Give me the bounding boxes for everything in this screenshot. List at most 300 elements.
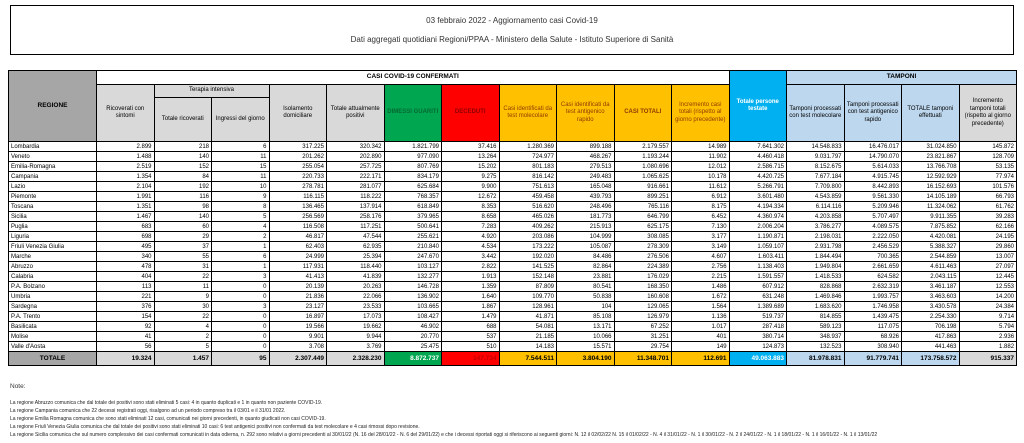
report-date-title: 03 febbraio 2022 - Aggiornamento casi Covid-19 bbox=[426, 16, 598, 25]
value-cell: 23.127 bbox=[269, 302, 327, 312]
value-cell: 109.770 bbox=[499, 292, 557, 302]
value-cell: 340 bbox=[97, 252, 155, 262]
value-cell: 6.114.116 bbox=[787, 202, 845, 212]
region-name-cell: Calabria bbox=[9, 272, 97, 282]
value-cell: 1.059.107 bbox=[729, 242, 787, 252]
value-cell: 3.769 bbox=[327, 342, 385, 352]
value-cell: 276.506 bbox=[614, 252, 672, 262]
value-cell: 1.672 bbox=[672, 292, 730, 302]
value-cell: 5 bbox=[154, 342, 212, 352]
value-cell: 278.309 bbox=[614, 242, 672, 252]
value-cell: 801.183 bbox=[499, 162, 557, 172]
column-header-deceduti: DECEDUTI bbox=[442, 85, 500, 142]
value-cell: 31.024.850 bbox=[902, 142, 960, 152]
value-cell: 152.148 bbox=[499, 272, 557, 282]
value-cell: 2.198.031 bbox=[787, 232, 845, 242]
value-cell: 173.222 bbox=[499, 242, 557, 252]
value-cell: 23.881 bbox=[557, 272, 615, 282]
value-cell: 210.840 bbox=[384, 242, 442, 252]
value-cell: 87.809 bbox=[499, 282, 557, 292]
region-name-cell: Campania bbox=[9, 172, 97, 182]
total-value-cell: 173.758.572 bbox=[902, 352, 960, 366]
value-cell: 29.754 bbox=[614, 342, 672, 352]
value-cell: 4.915.745 bbox=[844, 172, 902, 182]
value-cell: 16.476.017 bbox=[844, 142, 902, 152]
total-value-cell: 147.734 bbox=[442, 352, 500, 366]
group-header-casi-confermati: CASI COVID-19 CONFERMATI bbox=[97, 71, 730, 85]
value-cell: 37.416 bbox=[442, 142, 500, 152]
value-cell: 625.684 bbox=[384, 182, 442, 192]
value-cell: 7.709.800 bbox=[787, 182, 845, 192]
value-cell: 1.991 bbox=[97, 192, 155, 202]
column-header-dimessi-guariti: DIMESSI GUARITI bbox=[384, 85, 442, 142]
value-cell: 16.897 bbox=[269, 312, 327, 322]
value-cell: 646.799 bbox=[614, 212, 672, 222]
value-cell: 308.085 bbox=[614, 232, 672, 242]
value-cell: 0 bbox=[212, 312, 270, 322]
value-cell: 105.087 bbox=[557, 242, 615, 252]
table-row bbox=[9, 332, 1017, 342]
value-cell: 62.166 bbox=[959, 222, 1017, 232]
total-value-cell: 7.544.511 bbox=[499, 352, 557, 366]
value-cell: 248.496 bbox=[557, 202, 615, 212]
value-cell: 1.190.871 bbox=[729, 232, 787, 242]
value-cell: 176.029 bbox=[614, 272, 672, 282]
region-name-cell: P.A. Bolzano bbox=[9, 282, 97, 292]
note-line: La regione Emilia Romagna comunica che sono stati eliminati 12 casi, comunicati nei giorni precedenti, in quanto giudicati non casi COVID-19. bbox=[10, 416, 326, 423]
value-cell: 117.251 bbox=[327, 222, 385, 232]
group-header-terapia-intensiva: Terapia intensiva bbox=[154, 85, 269, 98]
value-cell: 2.215 bbox=[672, 272, 730, 282]
column-header-tamponi-molecolare: Tamponi processati con test molecolare bbox=[787, 85, 845, 142]
value-cell: 201.262 bbox=[269, 152, 327, 162]
value-cell: 401 bbox=[672, 332, 730, 342]
value-cell: 751.613 bbox=[499, 182, 557, 192]
value-cell: 278.781 bbox=[269, 182, 327, 192]
value-cell: 31 bbox=[154, 262, 212, 272]
value-cell: 37 bbox=[154, 242, 212, 252]
value-cell: 1.746.958 bbox=[844, 302, 902, 312]
column-header-casi-molecolare: Casi identificati da test molecolare bbox=[499, 85, 557, 142]
value-cell: 9.901 bbox=[269, 332, 327, 342]
value-cell: 2.936 bbox=[959, 332, 1017, 342]
table-row bbox=[9, 202, 1017, 212]
table-row bbox=[9, 172, 1017, 182]
value-cell: 141.525 bbox=[499, 262, 557, 272]
value-cell: 4 bbox=[212, 222, 270, 232]
value-cell: 828.868 bbox=[787, 282, 845, 292]
value-cell: 29.860 bbox=[959, 242, 1017, 252]
value-cell: 80.541 bbox=[557, 282, 615, 292]
value-cell: 132.523 bbox=[787, 342, 845, 352]
value-cell: 1.479 bbox=[442, 312, 500, 322]
value-cell: 439.793 bbox=[557, 192, 615, 202]
table-row bbox=[9, 192, 1017, 202]
region-name-cell: Molise bbox=[9, 332, 97, 342]
value-cell: 11.902 bbox=[672, 152, 730, 162]
value-cell: 4.089.575 bbox=[844, 222, 902, 232]
value-cell: 67.252 bbox=[614, 322, 672, 332]
value-cell: 27.097 bbox=[959, 262, 1017, 272]
value-cell: 23.821.867 bbox=[902, 152, 960, 162]
value-cell: 113 bbox=[97, 282, 155, 292]
value-cell: 60 bbox=[154, 222, 212, 232]
value-cell: 2.544.859 bbox=[902, 252, 960, 262]
value-cell: 11 bbox=[212, 152, 270, 162]
value-cell: 168.350 bbox=[614, 282, 672, 292]
total-value-cell: 8.872.737 bbox=[384, 352, 442, 366]
notes-label: Note: bbox=[10, 383, 26, 390]
value-cell: 14.989 bbox=[672, 142, 730, 152]
value-cell: 50.838 bbox=[557, 292, 615, 302]
value-cell: 459.458 bbox=[499, 192, 557, 202]
value-cell: 2.222.050 bbox=[844, 232, 902, 242]
total-value-cell: 915.337 bbox=[959, 352, 1017, 366]
value-cell: 12.592.929 bbox=[902, 172, 960, 182]
value-cell: 8.658 bbox=[442, 212, 500, 222]
region-name-cell: Emilia-Romagna bbox=[9, 162, 97, 172]
value-cell: 146.728 bbox=[384, 282, 442, 292]
value-cell: 1.065.625 bbox=[614, 172, 672, 182]
value-cell: 14.790.070 bbox=[844, 152, 902, 162]
value-cell: 3.442 bbox=[442, 252, 500, 262]
value-cell: 132.277 bbox=[384, 272, 442, 282]
table-row bbox=[9, 222, 1017, 232]
value-cell: 2.822 bbox=[442, 262, 500, 272]
value-cell: 192 bbox=[154, 182, 212, 192]
region-name-cell: Veneto bbox=[9, 152, 97, 162]
value-cell: 618.849 bbox=[384, 202, 442, 212]
column-header-ti-totale: Totale ricoverati bbox=[154, 98, 212, 142]
value-cell: 46.902 bbox=[384, 322, 442, 332]
value-cell: 62.403 bbox=[269, 242, 327, 252]
value-cell: 6.452 bbox=[672, 212, 730, 222]
value-cell: 25.394 bbox=[327, 252, 385, 262]
value-cell: 441.463 bbox=[902, 342, 960, 352]
value-cell: 1.136 bbox=[672, 312, 730, 322]
value-cell: 3.461.187 bbox=[902, 282, 960, 292]
value-cell: 9.275 bbox=[442, 172, 500, 182]
report-subtitle: Dati aggregati quotidiani Regioni/PPAA - Ministero della Salute - Istituto Superiore di Sanità bbox=[350, 35, 674, 44]
value-cell: 41.871 bbox=[499, 312, 557, 322]
column-header-ti-ingressi: Ingressi del giorno bbox=[212, 98, 270, 142]
total-value-cell: 95 bbox=[212, 352, 270, 366]
value-cell: 218 bbox=[154, 142, 212, 152]
total-value-cell: 2.328.230 bbox=[327, 352, 385, 366]
value-cell: 409.262 bbox=[499, 222, 557, 232]
value-cell: 8.442.893 bbox=[844, 182, 902, 192]
value-cell: 1.389.689 bbox=[729, 302, 787, 312]
value-cell: 1.882 bbox=[959, 342, 1017, 352]
value-cell: 3.463.603 bbox=[902, 292, 960, 302]
value-cell: 2.661.659 bbox=[844, 262, 902, 272]
value-cell: 2.179.557 bbox=[614, 142, 672, 152]
value-cell: 41.413 bbox=[269, 272, 327, 282]
value-cell: 222.171 bbox=[327, 172, 385, 182]
value-cell: 1.280.369 bbox=[499, 142, 557, 152]
value-cell: 104 bbox=[557, 302, 615, 312]
value-cell: 6.912 bbox=[672, 192, 730, 202]
value-cell: 46.817 bbox=[269, 232, 327, 242]
value-cell: 129.065 bbox=[614, 302, 672, 312]
value-cell: 3.708 bbox=[269, 342, 327, 352]
table-body bbox=[9, 142, 1017, 352]
value-cell: 9.031.797 bbox=[787, 152, 845, 162]
note-line: La regione Abruzzo comunica che dal totale dei positivi sono stati eliminati 5 casi: 4 in quanto duplicati e 1 in quanto non paziente COVID-19. bbox=[10, 400, 323, 407]
value-cell: 281.077 bbox=[327, 182, 385, 192]
value-cell: 14.200 bbox=[959, 292, 1017, 302]
table-footer bbox=[9, 352, 1017, 366]
value-cell: 8.175 bbox=[672, 202, 730, 212]
column-header-persone-testate: Totale persone testate bbox=[729, 71, 787, 142]
value-cell: 1.193.244 bbox=[614, 152, 672, 162]
value-cell: 22 bbox=[154, 272, 212, 282]
value-cell: 379.965 bbox=[384, 212, 442, 222]
value-cell: 899.251 bbox=[614, 192, 672, 202]
value-cell: 82.864 bbox=[557, 262, 615, 272]
value-cell: 21.185 bbox=[499, 332, 557, 342]
value-cell: 688 bbox=[442, 322, 500, 332]
column-header-tamponi-totale: TOTALE tamponi effettuati bbox=[902, 85, 960, 142]
total-value-cell: 1.457 bbox=[154, 352, 212, 366]
value-cell: 61.762 bbox=[959, 202, 1017, 212]
value-cell: 11 bbox=[212, 172, 270, 182]
value-cell: 4.420.725 bbox=[729, 172, 787, 182]
region-name-cell: Liguria bbox=[9, 232, 97, 242]
value-cell: 220.733 bbox=[269, 172, 327, 182]
total-value-cell: 2.307.449 bbox=[269, 352, 327, 366]
value-cell: 20.263 bbox=[327, 282, 385, 292]
notes-section bbox=[10, 382, 1018, 439]
value-cell: 899.188 bbox=[557, 142, 615, 152]
value-cell: 9 bbox=[212, 192, 270, 202]
value-cell: 137.914 bbox=[327, 202, 385, 212]
value-cell: 1.591.557 bbox=[729, 272, 787, 282]
value-cell: 257.725 bbox=[327, 162, 385, 172]
value-cell: 516.620 bbox=[499, 202, 557, 212]
table-row bbox=[9, 302, 1017, 312]
value-cell: 2 bbox=[154, 332, 212, 342]
value-cell: 256.569 bbox=[269, 212, 327, 222]
value-cell: 706.198 bbox=[902, 322, 960, 332]
value-cell: 128.709 bbox=[959, 152, 1017, 162]
total-value-cell: 91.779.741 bbox=[844, 352, 902, 366]
value-cell: 29 bbox=[154, 232, 212, 242]
value-cell: 279.513 bbox=[557, 162, 615, 172]
value-cell: 11.612 bbox=[672, 182, 730, 192]
value-cell: 3 bbox=[212, 302, 270, 312]
value-cell: 9.944 bbox=[327, 332, 385, 342]
value-cell: 417.863 bbox=[902, 332, 960, 342]
value-cell: 12.553 bbox=[959, 282, 1017, 292]
value-cell: 625.175 bbox=[614, 222, 672, 232]
value-cell: 154 bbox=[97, 312, 155, 322]
value-cell: 11 bbox=[154, 282, 212, 292]
value-cell: 4.607 bbox=[672, 252, 730, 262]
value-cell: 2.104 bbox=[97, 182, 155, 192]
value-cell: 12.672 bbox=[442, 192, 500, 202]
value-cell: 5.614.033 bbox=[844, 162, 902, 172]
value-cell: 1.080.696 bbox=[614, 162, 672, 172]
value-cell: 4.203.858 bbox=[787, 212, 845, 222]
total-value-cell: 112.691 bbox=[672, 352, 730, 366]
value-cell: 768.357 bbox=[384, 192, 442, 202]
value-cell: 916.661 bbox=[614, 182, 672, 192]
value-cell: 1.683.620 bbox=[787, 302, 845, 312]
value-cell: 1.603.411 bbox=[729, 252, 787, 262]
note-line: La regione Friuli Venezia Giulia comunica che dal totale dei positivi sono stati eliminati 10 casi: 6 test antigenici positivi non confermati da test molecolare e 4 casi rimossi dopo revisione. bbox=[10, 424, 420, 431]
value-cell: 19.566 bbox=[269, 322, 327, 332]
value-cell: 41 bbox=[97, 332, 155, 342]
value-cell: 6 bbox=[212, 142, 270, 152]
value-cell: 287.418 bbox=[729, 322, 787, 332]
value-cell: 22.066 bbox=[327, 292, 385, 302]
value-cell: 500.641 bbox=[384, 222, 442, 232]
value-cell: 14.548.833 bbox=[787, 142, 845, 152]
total-value-cell: 11.348.701 bbox=[614, 352, 672, 366]
value-cell: 4 bbox=[154, 322, 212, 332]
value-cell: 224.389 bbox=[614, 262, 672, 272]
value-cell: 1.351 bbox=[97, 202, 155, 212]
table-row bbox=[9, 272, 1017, 282]
value-cell: 66.793 bbox=[959, 192, 1017, 202]
total-value-cell: 19.324 bbox=[97, 352, 155, 366]
value-cell: 145.872 bbox=[959, 142, 1017, 152]
value-cell: 1.418.533 bbox=[787, 272, 845, 282]
value-cell: 126.979 bbox=[614, 312, 672, 322]
column-header-regione: REGIONE bbox=[9, 71, 97, 142]
value-cell: 2.006.204 bbox=[729, 222, 787, 232]
value-cell: 255.054 bbox=[269, 162, 327, 172]
value-cell: 1 bbox=[212, 242, 270, 252]
value-cell: 320.342 bbox=[327, 142, 385, 152]
value-cell: 15 bbox=[212, 162, 270, 172]
value-cell: 1 bbox=[212, 262, 270, 272]
table-row bbox=[9, 182, 1017, 192]
region-name-cell: Lombardia bbox=[9, 142, 97, 152]
value-cell: 5.388.327 bbox=[902, 242, 960, 252]
value-cell: 2.586.715 bbox=[729, 162, 787, 172]
table-row bbox=[9, 252, 1017, 262]
value-cell: 15.571 bbox=[557, 342, 615, 352]
column-header-isolamento: Isolamento domiciliare bbox=[269, 85, 327, 142]
value-cell: 631.248 bbox=[729, 292, 787, 302]
value-cell: 255.621 bbox=[384, 232, 442, 242]
value-cell: 124.873 bbox=[729, 342, 787, 352]
value-cell: 7.283 bbox=[442, 222, 500, 232]
title-box bbox=[10, 5, 1014, 55]
value-cell: 1.486 bbox=[672, 282, 730, 292]
value-cell: 7.641.302 bbox=[729, 142, 787, 152]
value-cell: 5.209.946 bbox=[844, 202, 902, 212]
value-cell: 3.601.480 bbox=[729, 192, 787, 202]
value-cell: 465.026 bbox=[499, 212, 557, 222]
table-row bbox=[9, 152, 1017, 162]
value-cell: 380.714 bbox=[729, 332, 787, 342]
value-cell: 7.875.852 bbox=[902, 222, 960, 232]
value-cell: 2.756 bbox=[672, 262, 730, 272]
value-cell: 478 bbox=[97, 262, 155, 272]
table-row bbox=[9, 162, 1017, 172]
value-cell: 495 bbox=[97, 242, 155, 252]
value-cell: 977.090 bbox=[384, 152, 442, 162]
value-cell: 1.564 bbox=[672, 302, 730, 312]
value-cell: 376 bbox=[97, 302, 155, 312]
value-cell: 202.890 bbox=[327, 152, 385, 162]
region-name-cell: Abruzzo bbox=[9, 262, 97, 272]
note-line: La regione Sicilia comunica che sul numero complessivo dei casi confermati comunicati in data odierna, n. 292 sono relativi a giorni precedenti al 30/01/22 (N. 16 del 28/01/22 - N. 6 del 29/01/22) e che i decessi riportati oggi si riferiscono ai seguenti giorni: N. 12 il 02/02/22 N. 15 il 01/02/22 - N. 4 il 31/01/22 - N. 1 il 30/01/22 - N. 2 il 24/01/22 - N. 1 il 18/01/22 - N. 1 il 16/01/22 - N. 1 il 13/01/22 bbox=[10, 432, 878, 439]
value-cell: 10.178 bbox=[672, 172, 730, 182]
value-cell: 8.353 bbox=[442, 202, 500, 212]
value-cell: 128.961 bbox=[499, 302, 557, 312]
region-name-cell: Piemonte bbox=[9, 192, 97, 202]
value-cell: 317.225 bbox=[269, 142, 327, 152]
region-name-cell: Basilicata bbox=[9, 322, 97, 332]
column-header-tamponi-antigenico: Tamponi processati con test antigenico rapido bbox=[844, 85, 902, 142]
value-cell: 10 bbox=[212, 182, 270, 192]
value-cell: 1.821.799 bbox=[384, 142, 442, 152]
region-name-cell: Marche bbox=[9, 252, 97, 262]
value-cell: 1.017 bbox=[672, 322, 730, 332]
value-cell: 1.867 bbox=[442, 302, 500, 312]
value-cell: 1.467 bbox=[97, 212, 155, 222]
total-value-cell: 81.978.831 bbox=[787, 352, 845, 366]
value-cell: 31.251 bbox=[614, 332, 672, 342]
value-cell: 22 bbox=[154, 312, 212, 322]
value-cell: 24.384 bbox=[959, 302, 1017, 312]
value-cell: 2.043.115 bbox=[902, 272, 960, 282]
value-cell: 108.427 bbox=[384, 312, 442, 322]
value-cell: 510 bbox=[442, 342, 500, 352]
value-cell: 30 bbox=[154, 302, 212, 312]
region-name-cell: Toscana bbox=[9, 202, 97, 212]
value-cell: 519.737 bbox=[729, 312, 787, 322]
value-cell: 683 bbox=[97, 222, 155, 232]
value-cell: 15.202 bbox=[442, 162, 500, 172]
value-cell: 0 bbox=[212, 292, 270, 302]
value-cell: 834.179 bbox=[384, 172, 442, 182]
value-cell: 140 bbox=[154, 212, 212, 222]
value-cell: 12.445 bbox=[959, 272, 1017, 282]
value-cell: 2.519 bbox=[97, 162, 155, 172]
value-cell: 25.475 bbox=[384, 342, 442, 352]
value-cell: 4.534 bbox=[442, 242, 500, 252]
value-cell: 181.773 bbox=[557, 212, 615, 222]
group-header-tamponi: TAMPONI bbox=[787, 71, 1017, 85]
value-cell: 814.855 bbox=[787, 312, 845, 322]
value-cell: 6 bbox=[212, 252, 270, 262]
value-cell: 4.611.463 bbox=[902, 262, 960, 272]
value-cell: 2.254.330 bbox=[902, 312, 960, 322]
column-header-casi-totali: CASI TOTALI bbox=[614, 85, 672, 142]
value-cell: 8 bbox=[212, 202, 270, 212]
value-cell: 4.194.334 bbox=[729, 202, 787, 212]
value-cell: 0 bbox=[212, 342, 270, 352]
table-header bbox=[9, 71, 1017, 142]
region-name-cell: Sardegna bbox=[9, 302, 97, 312]
column-header-positivi: Totale attualmente positivi bbox=[327, 85, 385, 142]
value-cell: 1.949.804 bbox=[787, 262, 845, 272]
table-row bbox=[9, 232, 1017, 242]
value-cell: 13.007 bbox=[959, 252, 1017, 262]
value-cell: 807.769 bbox=[384, 162, 442, 172]
value-cell: 5 bbox=[212, 212, 270, 222]
value-cell: 624.582 bbox=[844, 272, 902, 282]
total-value-cell: 49.063.883 bbox=[729, 352, 787, 366]
value-cell: 84.486 bbox=[557, 252, 615, 262]
value-cell: 3.149 bbox=[672, 242, 730, 252]
value-cell: 4.920 bbox=[442, 232, 500, 242]
